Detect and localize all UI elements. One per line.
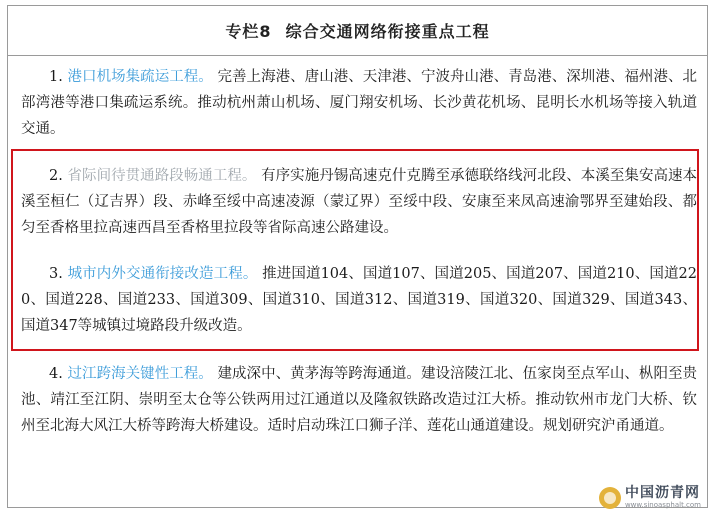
highlight-box [11,149,699,351]
item-4 [21,361,697,439]
watermark-url: www.sinoasphalt.com [624,501,701,509]
item-number: 1. [49,69,63,85]
column-title-text: 综合交通网络衔接重点工程 [285,22,490,41]
item-body: 推进国道104、国道107、国道205、国道207、国道210、国道220、国道228、国道233、国道309、国道310、国道312、国道319、国道320、国道329、国道343、国道347等城镇过境路段升级改造。 [21,266,698,334]
item-heading: 港口机场集疏运工程。 [67,69,213,85]
item-heading: 过江跨海关键性工程。 [67,366,213,382]
item-body: 完善上海港、唐山港、天津港、宁波舟山港、青岛港、深圳港、福州港、北部湾港等港口集疏运系统。推动杭州萧山机场、厦门翔安机场、长沙黄花机场、昆明长水机场等接入轨道交通。 [21,69,698,137]
item-number: 3. [49,266,63,282]
item-number: 4. [49,366,63,382]
column-title [8,6,707,56]
item-body: 有序实施丹锡高速克什克腾至承德联络线河北段、本溪至集安高速本溪至桓仁（辽吉界）段、赤峰至绥中高速凌源（蒙辽界）至绥中段、安康至来凤高速渝鄂界至建始段、都匀至香格里拉高速西昌至香格里拉段等省际高速公路建设。 [21,168,698,236]
item-heading: 省际间待贯通路段畅通工程。 [67,168,257,184]
item-heading: 城市内外交通衔接改造工程。 [67,266,258,282]
watermark [599,486,701,509]
item-1 [21,64,697,142]
column-label: 专栏8 [225,22,272,41]
item-number: 2. [49,168,63,184]
item-body: 建成深中、黄茅海等跨海通道。建设涪陵江北、伍家岗至点军山、枞阳至贵池、靖江至江阴、崇明至太仓等公铁两用过江通道以及隆叙铁路改造过江大桥。推动钦州市龙门大桥、钦州至北海大风江大桥等跨海大桥建设。适时启动珠江口狮子洋、莲花山通道建设。规划研究沪甬通道。 [21,366,698,434]
watermark-logo-icon [599,487,621,509]
watermark-name: 中国沥青网 [624,485,700,501]
